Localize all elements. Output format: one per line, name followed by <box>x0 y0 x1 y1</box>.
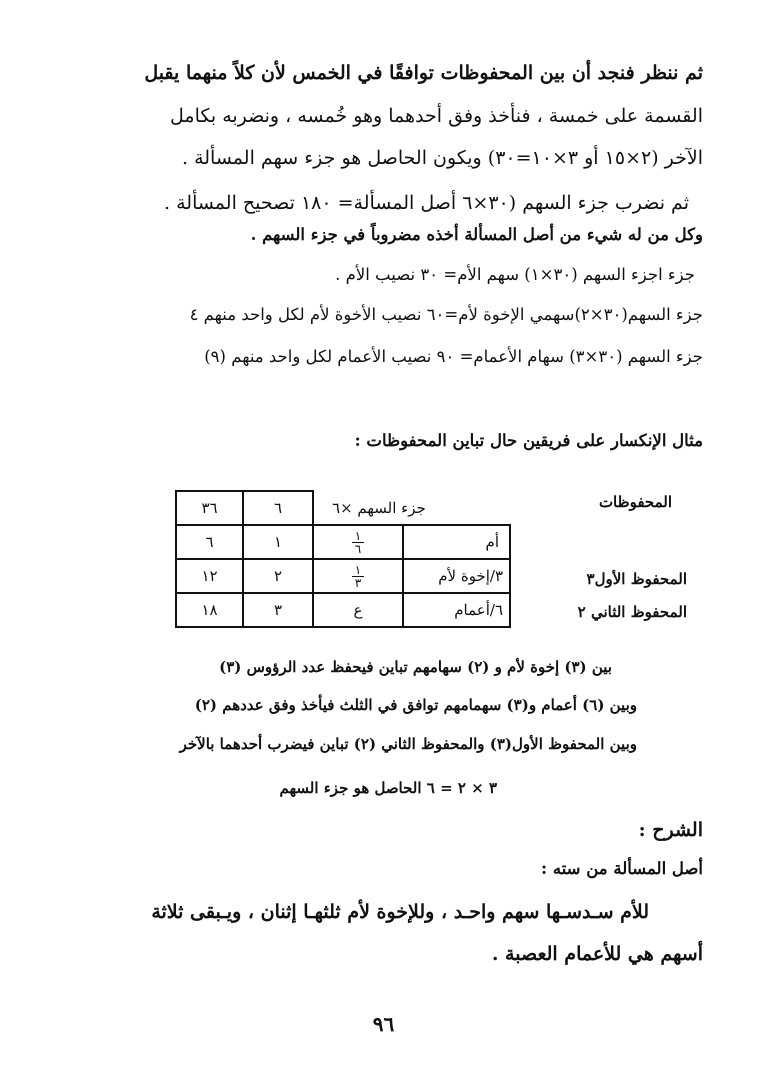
fraction <box>352 530 364 555</box>
fraction-numerator: ١ <box>352 530 364 543</box>
sharh-subtitle: أصل المسألة من سته : <box>541 859 703 878</box>
row-label-second: المحفوظ الثاني ٢ <box>577 603 687 621</box>
table-row <box>176 525 510 559</box>
table-cell: ١٨ <box>176 593 243 627</box>
sharh-title: الشرح : <box>638 819 703 841</box>
table-cell: ٣ <box>243 593 313 627</box>
table-cell: ٦ <box>176 525 243 559</box>
paragraph-line: وكل من له شيء من أصل المسألة أخذه مضروباً في جزء السهم . <box>250 225 703 244</box>
explanation-line: وبين (٦) أعمام و(٣) سهمامهم توافق في الثلث فيأخذ وفق عددهم (٢) <box>194 696 637 714</box>
table-cell: ١ <box>243 525 313 559</box>
table-cell: ٢ <box>243 559 313 593</box>
paragraph-line: القسمة على خمسة ، فنأخذ وفق أحدهما وهو خُمسه ، ونضربه بكامل <box>170 105 703 127</box>
share-line-mother: جزء اجزء السهم (٣٠×١) سهم الأم= ٣٠ نصيب الأم . <box>335 265 695 284</box>
explanation-line: بين (٣) إخوة لأم و (٢) سهامهم تباين فيحفظ عدد الرؤوس (٣) <box>219 658 612 676</box>
table-header-label: جزء السهم ×٦ <box>313 491 510 525</box>
heir-cell: أم <box>403 525 510 559</box>
table-header-row <box>176 491 510 525</box>
fraction-cell: ع <box>313 593 403 627</box>
explanation-line: وبين المحفوظ الأول(٣) والمحفوظ الثاني (٢) تباين فيضرب أحدهما بالآخر <box>179 735 637 753</box>
heir-cell: ٣/إخوة لأم <box>403 559 510 593</box>
row-label-first: المحفوظ الأول٣ <box>586 570 687 588</box>
share-line-uncles: جزء السهم (٣٠×٣) سهام الأعمام= ٩٠ نصيب الأعمام لكل واحد منهم (٩) <box>204 347 703 366</box>
heir-cell: ٦/أعمام <box>403 593 510 627</box>
fraction-numerator: ١ <box>352 564 364 577</box>
table-row <box>176 593 510 627</box>
table-cell: ٦ <box>243 491 313 525</box>
paragraph-line: الآخر (٢×١٥ أو ٣×١٠=٣٠) ويكون الحاصل هو جزء سهم المسألة . <box>182 147 703 169</box>
explanation-line: ٣ × ٢ = ٦ الحاصل هو جزء السهم <box>279 779 497 797</box>
fraction-denominator: ٦ <box>354 541 362 556</box>
table-row <box>176 559 510 593</box>
table-cell: ١٢ <box>176 559 243 593</box>
fraction-cell <box>313 559 403 593</box>
fraction-denominator: ٣ <box>354 575 362 590</box>
heirs-label: المحفوظات <box>598 493 672 511</box>
page-number: ٩٦ <box>372 1012 395 1036</box>
example-title: مثال الإنكسار على فريقين حال تباين المحفوظات : <box>354 431 703 450</box>
paragraph-line: ثم ننظر فنجد أن بين المحفوظات توافقًا في الخمس لأن كلاً منهما يقبل <box>144 62 703 84</box>
sharh-line: أسهم هي للأعمام العصبة . <box>491 943 703 965</box>
fraction <box>352 564 364 589</box>
sharh-line: للأم سـدسـها سهم واحـد ، وللإخوة لأم ثلثهـا إثنان ، ويـبقى ثلاثة <box>151 901 649 923</box>
share-line-brothers: جزء السهم(٣٠×٢)سهمي الإخوة لأم=٦٠ نصيب الأخوة لأم لكل واحد منهم ٤ <box>189 305 703 324</box>
table-cell: ٣٦ <box>176 491 243 525</box>
distribution-table <box>175 490 511 628</box>
fraction-cell <box>313 525 403 559</box>
paragraph-line: ثم نضرب جزء السهم (٣٠×٦ أصل المسألة= ١٨٠ تصحيح المسألة . <box>164 192 689 214</box>
